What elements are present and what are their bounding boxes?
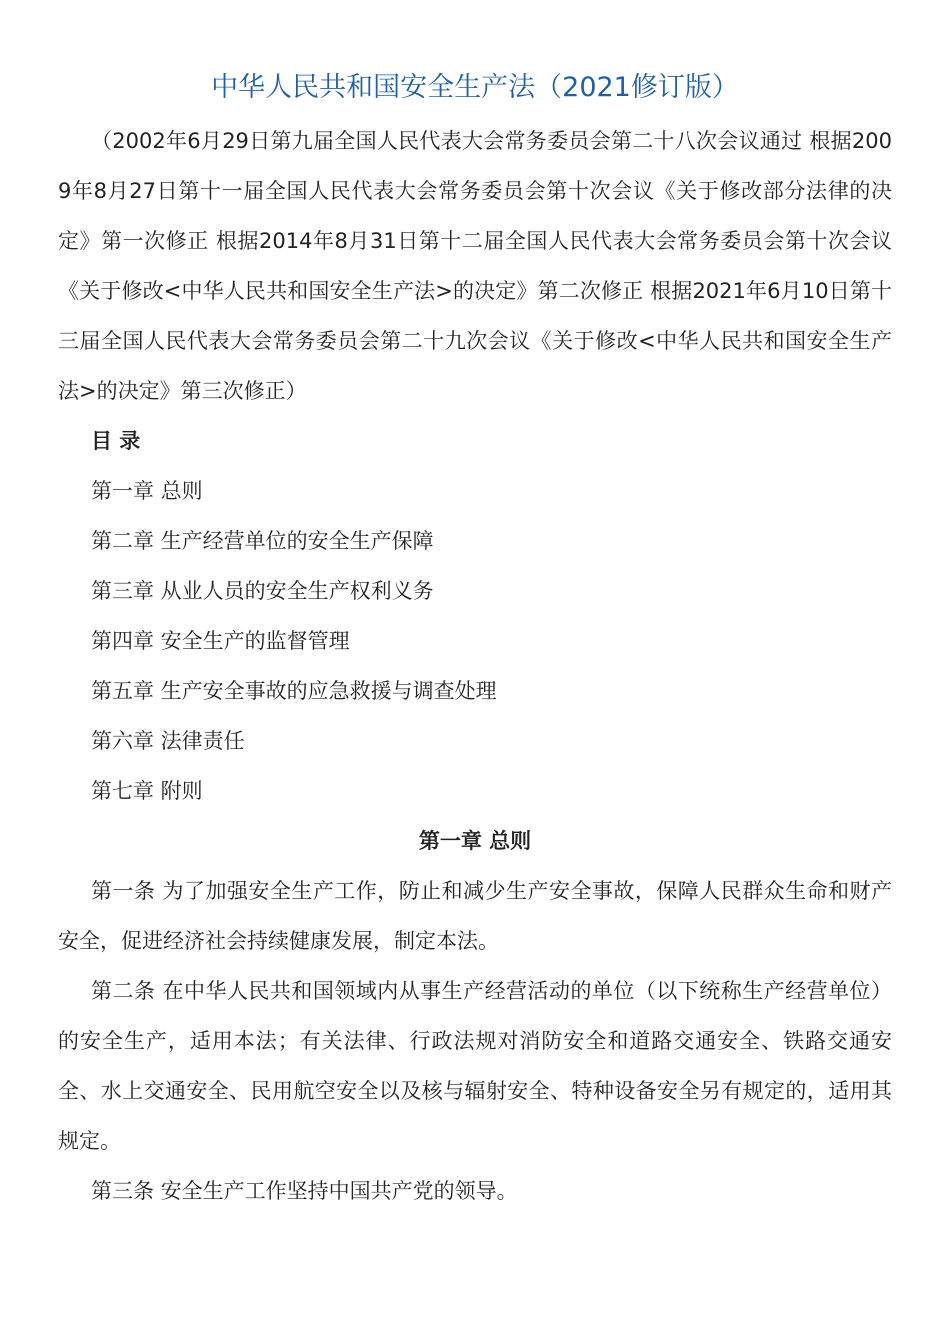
chapter-1-heading: 第一章 总则 (418, 829, 532, 853)
toc-item-chapter-1: 第一章 总则 (91, 479, 203, 503)
article-3: 第三条 安全生产工作坚持中国共产党的领导。 (91, 1179, 518, 1203)
article-2: 第二条 在中华人民共和国领域内从事生产经营活动的单位（以下统称生产经营单位）的安全生产，适用本法；有关法律、行政法规对消防安全和道路交通安全、铁路交通安全、水上交通安全、民用航空安全以及核与辐射安全、特种设备安全另有规定的，适用其规定。 (58, 979, 892, 1153)
toc-item-chapter-4: 第四章 安全生产的监督管理 (91, 629, 350, 653)
toc-item-chapter-5: 第五章 生产安全事故的应急救援与调查处理 (91, 679, 497, 703)
toc-item-chapter-7: 第七章 附则 (91, 779, 203, 803)
toc-item-chapter-3: 第三章 从业人员的安全生产权利义务 (91, 579, 434, 603)
preamble-paragraph: （2002年6月29日第九届全国人民代表大会常务委员会第二十八次会议通过 根据2009年8月27日第十一届全国人民代表大会常务委员会第十次会议《关于修改部分法律的决定》第一次修正 根据2014年8月31日第十二届全国人民代表大会常务委员会第十次会议《关于修改<中华人民共和国安全生产法>的决定》第二次修正 根据2021年6月10日第十三届全国人民代表大会常务委员会第二十九次会议《关于修改<中华人民共和国安全生产法>的决定》第三次修正） (58, 129, 892, 403)
document-title: 中华人民共和国安全生产法（2021修订版） (211, 72, 739, 103)
toc-item-chapter-6: 第六章 法律责任 (91, 729, 245, 753)
toc-item-chapter-2: 第二章 生产经营单位的安全生产保障 (91, 529, 434, 553)
document-page (58, 66, 892, 1216)
article-1: 第一条 为了加强安全生产工作，防止和减少生产安全事故，保障人民群众生命和财产安全，促进经济社会持续健康发展，制定本法。 (58, 879, 892, 953)
toc-heading: 目 录 (91, 429, 141, 453)
